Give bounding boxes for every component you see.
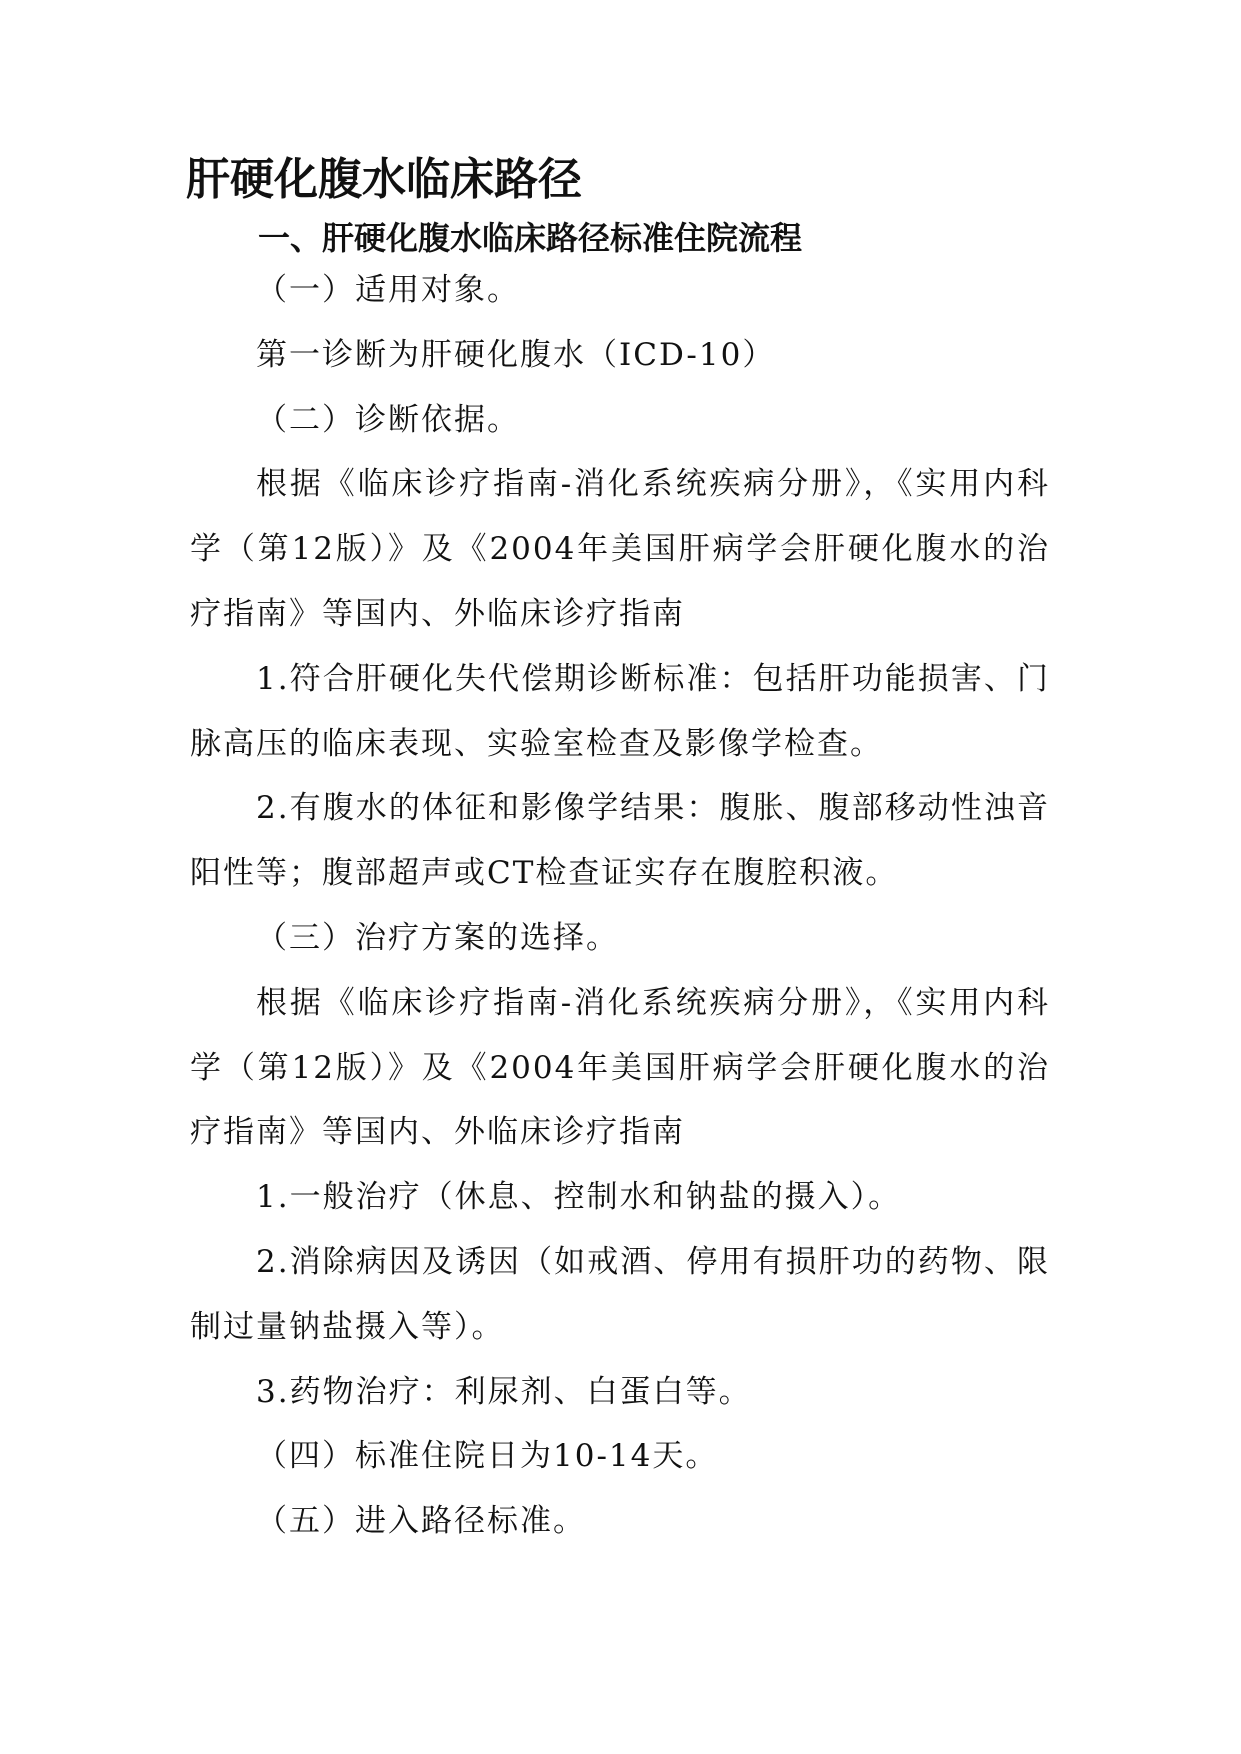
paragraph-criteria-2: 2.有腹水的体征和影像学结果：腹胀、腹部移动性浊音阳性等；腹部超声或CT检查证实存在腹腔积液。: [190, 790, 1050, 892]
paragraph-entry-criteria: （五）进入路径标准。: [256, 1503, 586, 1540]
paragraph-applicable-subjects: （一）适用对象。: [256, 272, 520, 308]
paragraph-guidelines-1: 根据《临床诊疗指南-消化系统疾病分册》，《实用内科学（第12版）》及《2004年美国肝病学会肝硬化腹水的治疗指南》等国内、外临床诊疗指南: [190, 466, 1050, 632]
paragraph-treatment-3: 3.药物治疗：利尿剂、白蛋白等。: [256, 1373, 752, 1410]
paragraph-treatment-options: （三）治疗方案的选择。: [256, 919, 619, 956]
document-title: 肝硬化腹水临床路径: [186, 154, 582, 205]
paragraph-criteria-1: 1.符合肝硬化失代偿期诊断标准：包括肝功能损害、门脉高压的临床表现、实验室检查及影像学检查。: [190, 660, 1050, 762]
paragraph-first-diagnosis: 第一诊断为肝硬化腹水（ICD-10）: [256, 336, 776, 373]
paragraph-diagnosis-basis: （二）诊断依据。: [256, 401, 520, 438]
paragraph-hospital-stay: （四）标准住院日为10-14天。: [256, 1438, 719, 1475]
document-body: [190, 258, 1050, 1554]
section-heading: 一、肝硬化腹水临床路径标准住院流程: [258, 219, 803, 257]
paragraph-guidelines-2: 根据《临床诊疗指南-消化系统疾病分册》，《实用内科学（第12版）》及《2004年美国肝病学会肝硬化腹水的治疗指南》等国内、外临床诊疗指南: [190, 984, 1050, 1151]
paragraph-treatment-1: 1.一般治疗（休息、控制水和钠盐的摄入）。: [256, 1179, 902, 1216]
paragraph-treatment-2: 2.消除病因及诱因（如戒酒、停用有损肝功的药物、限制过量钠盐摄入等）。: [190, 1243, 1050, 1345]
